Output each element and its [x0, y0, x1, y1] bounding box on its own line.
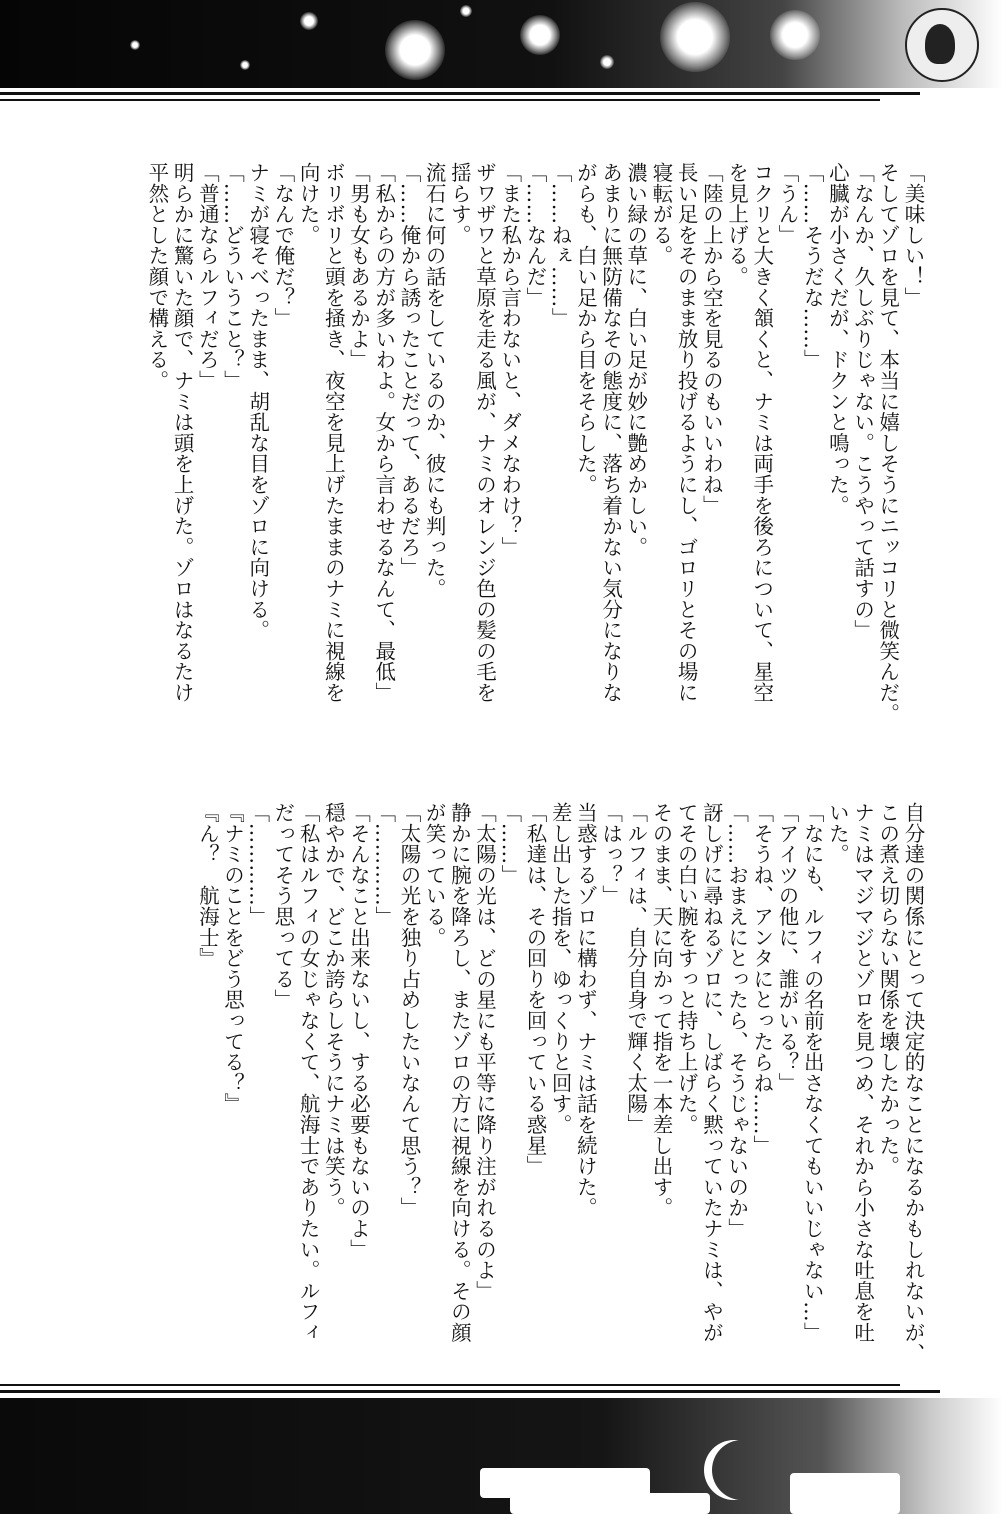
text-line: 「美味しい！」 — [901, 162, 925, 308]
text-line: がらも、白い足から目をそらした。 — [573, 162, 598, 495]
text-line: てその白い腕をすっと持ち上げた。 — [674, 802, 699, 1135]
text-line: 「なんで俺だ？」 — [270, 162, 295, 329]
text-line: 心臓が小さくだが、ドクンと鳴った。 — [825, 162, 850, 516]
star-decoration — [520, 15, 560, 55]
text-line: 「……そうだな……」 — [800, 162, 825, 370]
text-line: ナミはマジマジとゾロを見つめ、それから小さな吐息を吐 — [850, 802, 875, 1343]
text-line: 揺らす。 — [447, 162, 472, 246]
crescent-moon-icon — [712, 1440, 772, 1500]
text-line: 「男も女もあるかよ」 — [346, 162, 371, 370]
star-decoration — [130, 40, 140, 50]
text-line: 「……俺から誘ったことだって、あるだろ」 — [396, 162, 421, 578]
footer-rule — [0, 1390, 940, 1393]
text-line: 「そうね、アンタにとったらね……」 — [749, 802, 774, 1156]
moth-emblem-icon — [905, 8, 979, 82]
text-line: 濃い緑の草に、白い足が妙に艶めかしい。 — [623, 162, 648, 558]
text-line: 「アイツの他に、誰がいる？」 — [774, 802, 799, 1094]
text-line: 「私はルフィの女じゃなくて、航海士でありたい。ルフィ — [296, 802, 321, 1343]
text-line: この煮え切らない関係を壊したかった。 — [875, 802, 900, 1177]
text-line: 「陸の上から空を見るのもいいわね」 — [699, 162, 724, 516]
text-line: 平然とした顔で構える。 — [144, 162, 169, 391]
star-decoration — [460, 5, 472, 17]
text-line: が笑っている。 — [422, 802, 447, 948]
text-line: 「うん」 — [774, 162, 799, 246]
text-line: 「そんなこと出来ないし、する必要もないのよ」 — [346, 802, 371, 1260]
footer-band — [0, 1398, 1003, 1514]
text-line: 「太陽の光を独り占めしたいなんて思う？」 — [396, 802, 421, 1218]
text-line: そしてゾロを見て、本当に嬉しそうにニッコリと微笑んだ。 — [875, 162, 900, 724]
text-line: 自分達の関係にとって決定的なことになるかもしれないが、 — [901, 802, 925, 1364]
text-line: 「……」 — [497, 802, 522, 886]
vertical-text-block-top — [144, 162, 925, 732]
text-line: 「また私から言わないと、ダメなわけ？」 — [497, 162, 522, 558]
text-line: 「なにも、ルフィの名前を出さなくてもいいじゃない…」 — [800, 802, 825, 1343]
text-line: 「……ねぇ……」 — [548, 162, 573, 329]
star-decoration — [770, 10, 820, 60]
text-line: 「太陽の光は、どの星にも平等に降り注がれるのよ」 — [472, 802, 497, 1302]
text-line: コクリと大きく頷くと、ナミは両手を後ろについて、星空 — [749, 162, 774, 703]
text-line: 向けた。 — [296, 162, 321, 246]
text-line: 『ん？ 航海士』 — [195, 802, 220, 969]
vertical-text-block-bottom — [194, 802, 925, 1372]
text-line: 穏やかで、どこか誇らしそうにナミは笑う。 — [321, 802, 346, 1218]
star-decoration — [385, 20, 445, 80]
text-line: 流石に何の話をしているのか、彼にも判った。 — [422, 162, 447, 599]
text-line: 当惑するゾロに構わず、ナミは話を続けた。 — [573, 802, 598, 1218]
text-line: 「……おまえにとったら、そうじゃないのか」 — [724, 802, 749, 1239]
text-line: 「……どういうこと？」 — [220, 162, 245, 391]
text-line: 訝しげに尋ねるゾロに、しばらく黙っていたナミは、やが — [699, 802, 724, 1343]
text-line: 「……なんだ」 — [522, 162, 547, 308]
star-decoration — [240, 60, 250, 70]
footer-rule — [0, 1384, 900, 1386]
text-line: 「私達は、その回りを回っている惑星」 — [522, 802, 547, 1177]
text-line: 「…………」 — [371, 802, 396, 927]
cloud-decoration — [790, 1473, 900, 1514]
text-line: 明らかに驚いた顔で、ナミは頭を上げた。ゾロはなるたけ — [170, 162, 195, 703]
text-line: ナミが寝そべったまま、胡乱な目をゾロに向ける。 — [245, 162, 270, 641]
text-line: を見上げる。 — [724, 162, 749, 287]
text-line: 「…………」 — [245, 802, 270, 927]
star-decoration — [660, 2, 730, 72]
text-line: そのまま、天に向かって指を一本差し出す。 — [648, 802, 673, 1218]
text-line: 静かに腕を降ろし、またゾロの方に視線を向ける。その顔 — [447, 802, 472, 1343]
star-decoration — [300, 12, 318, 30]
cloud-decoration — [510, 1493, 710, 1514]
text-line: 長い足をそのまま放り投げるようにし、ゴロリとその場に — [674, 162, 699, 703]
text-line: 「私からの方が多いわよ。女から言わせるなんて、最低」 — [371, 162, 396, 703]
text-line: いた。 — [825, 802, 850, 865]
header-starry-band — [0, 0, 1003, 88]
text-line: 寝転がる。 — [648, 162, 673, 266]
header-rule — [0, 99, 880, 101]
text-line: ザワザワと草原を走る風が、ナミのオレンジ色の髪の毛を — [472, 162, 497, 703]
text-line: 差し出した指を、ゆっくりと回す。 — [548, 802, 573, 1135]
header-rule — [0, 92, 920, 95]
text-line: 「はっ？」 — [598, 802, 623, 906]
text-line: あまりに無防備なその態度に、落ち着かない気分になりな — [598, 162, 623, 703]
text-line: 「ルフィは、自分自身で輝く太陽」 — [623, 802, 648, 1135]
text-line: 「普通ならルフィだろ」 — [195, 162, 220, 391]
text-line: 「なんか、久しぶりじゃない。こうやって話すの」 — [850, 162, 875, 641]
text-line: だってそう思ってる」 — [270, 802, 295, 1010]
star-decoration — [600, 55, 614, 69]
text-line: 『ナミのことをどう思ってる？』 — [220, 802, 245, 1114]
text-line: ボリボリと頭を掻き、夜空を見上げたままのナミに視線を — [321, 162, 346, 703]
